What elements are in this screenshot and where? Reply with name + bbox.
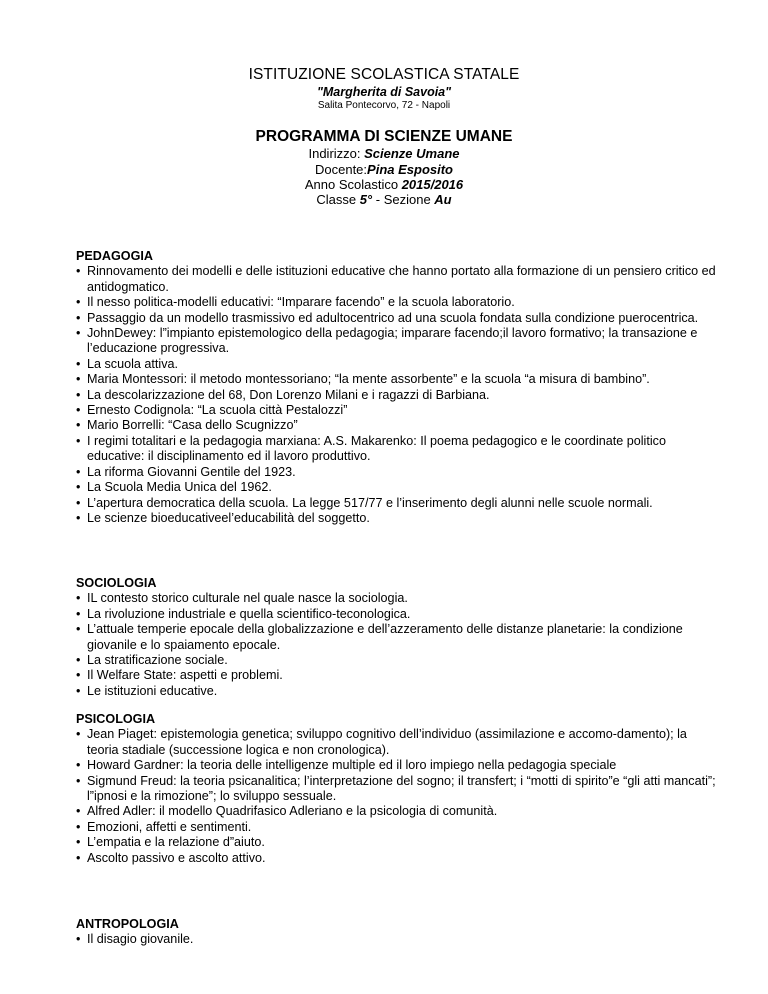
docente-label: Docente: — [314, 162, 368, 177]
bullet-icon: • — [76, 850, 81, 865]
list-item: • La rivoluzione industriale e quella scientifico-teconologica. — [76, 606, 411, 621]
list-item: • L’empatia e la relazione d”aiuto. — [76, 835, 265, 850]
list-item: • Il Welfare State: aspetti e problemi. — [76, 668, 283, 683]
list-item: • La descolarizzazione del 68, Don Lorenzo Milani e i ragazzi di Barbiana. — [76, 387, 490, 402]
list-item: • Maria Montessori: il metodo montessoriano; “la mente assorbente” e la scuola “a misura di bambino”. — [76, 372, 650, 387]
sezione-label: - Sezione — [372, 192, 435, 207]
list-item: • Le istituzioni educative. — [76, 683, 218, 698]
list-item: • I regimi totalitari e la pedagogia marxiana: A.S. Makarenko: Il poema pedagogico e le coordinate politico educative: il disciplinamento ed il lavoro produttivo. — [76, 433, 666, 464]
anno-value: 2015/2016 — [401, 177, 464, 192]
bullet-icon: • — [76, 495, 81, 510]
bullet-icon: • — [76, 310, 81, 325]
anno-label: Anno Scolastico — [304, 177, 402, 192]
list-item: • La stratificazione sociale. — [76, 653, 228, 668]
school-address: Salita Pontecorvo, 72 - Napoli — [317, 100, 451, 111]
bullet-icon: • — [76, 758, 81, 773]
bullet-icon: • — [76, 326, 81, 341]
classe-value: 5° — [359, 192, 373, 207]
section-antropologia — [76, 917, 716, 948]
anno-line — [0, 177, 768, 193]
bullet-icon: • — [76, 464, 81, 479]
bullet-icon: • — [76, 480, 81, 495]
list-item: • Alfred Adler: il modello Quadrifasico Adleriano e la psicologia di comunità. — [76, 804, 498, 819]
section-pedagogia — [76, 249, 716, 526]
bullet-icon: • — [76, 591, 81, 606]
list-item: • Ascolto passivo e ascolto attivo. — [76, 850, 266, 865]
school-name: "Margherita di Savoia" — [316, 85, 452, 99]
section-title: ANTROPOLOGIA — [76, 917, 179, 931]
list-item: • Le scienze bioeducativeel’educabilità del soggetto. — [76, 510, 370, 525]
section-title: PSICOLOGIA — [76, 712, 156, 726]
list-item: • L’attuale temperie epocale della globalizzazione e dell’azzeramento delle distanze planetarie: la condizione giovanile e lo spaiamento epocale. — [76, 622, 683, 652]
bullet-icon: • — [76, 433, 81, 448]
bullet-icon: • — [76, 372, 81, 387]
list-item: • La Scuola Media Unica del 1962. — [76, 480, 272, 495]
program-title: PROGRAMMA DI SCIENZE UMANE — [255, 128, 513, 145]
bullet-icon: • — [76, 622, 81, 637]
bullet-icon: • — [76, 510, 81, 525]
list-item: • Rinnovamento dei modelli e delle istituzioni educative che hanno portato alla formazione di un pensiero critico ed antidogmatico. — [76, 264, 716, 294]
bullet-icon: • — [76, 773, 81, 788]
section-title: PEDAGOGIA — [76, 249, 153, 263]
bullet-icon: • — [76, 835, 81, 850]
bullet-icon: • — [76, 804, 81, 819]
docente-line — [0, 162, 768, 178]
list-item: • Ernesto Codignola: “La scuola città Pestalozzi” — [76, 403, 348, 418]
bullet-icon: • — [76, 653, 81, 668]
bullet-icon: • — [76, 668, 81, 683]
indirizzo-value: Scienze Umane — [364, 146, 460, 161]
list-item: • Il disagio giovanile. — [76, 932, 194, 947]
bullet-icon: • — [76, 264, 81, 279]
classe-label: Classe — [316, 192, 360, 207]
bullet-icon: • — [76, 387, 81, 402]
list-item: • Jean Piaget: epistemologia genetica; sviluppo cognitivo dell’individuo (assimilazione e accomo-damento); la teoria stadiale (successione logica e non cronologica). — [76, 727, 687, 757]
list-item: • Emozioni, affetti e sentimenti. — [76, 819, 252, 834]
section-title: SOCIOLOGIA — [76, 576, 157, 590]
list-item: • IL contesto storico culturale nel quale nasce la sociologia. — [76, 591, 408, 606]
bullet-icon: • — [76, 819, 81, 834]
bullet-icon: • — [76, 727, 81, 742]
list-item: • La scuola attiva. — [76, 356, 179, 371]
section-list — [76, 591, 716, 699]
section-list — [76, 264, 716, 526]
sezione-value: Au — [434, 192, 452, 207]
list-item: • La riforma Giovanni Gentile del 1923. — [76, 464, 296, 479]
section-list — [76, 932, 716, 947]
indirizzo-line — [0, 146, 768, 162]
list-item: • Howard Gardner: la teoria delle intelligenze multiple ed il loro impiego nella pedagogia speciale — [76, 758, 617, 773]
indirizzo-label: Indirizzo: — [308, 146, 365, 161]
list-item: • Mario Borrelli: “Casa dello Scugnizzo” — [76, 418, 298, 433]
bullet-icon: • — [76, 295, 81, 310]
section-list — [76, 727, 716, 866]
list-item: • L’apertura democratica della scuola. La legge 517/77 e l’inserimento degli alunni nelle scuole normali. — [76, 495, 653, 510]
list-item: • JohnDewey: l”impianto epistemologico della pedagogia; imparare facendo;il lavoro formativo; la transazione e l’educazione progressiva. — [76, 326, 698, 356]
list-item: • Il nesso politica-modelli educativi: “Imparare facendo” e la scuola laboratorio. — [76, 295, 515, 310]
bullet-icon: • — [76, 418, 81, 433]
bullet-icon: • — [76, 356, 81, 371]
docente-value: Pina Esposito — [367, 162, 453, 177]
bullet-icon: • — [76, 606, 81, 621]
bullet-icon: • — [76, 932, 81, 947]
bullet-icon: • — [76, 683, 81, 698]
list-item: • Passaggio da un modello trasmissivo ed adultocentrico ad una scuola fondata sulla condizione puerocentrica. — [76, 310, 699, 325]
school-heading: ISTITUZIONE SCOLASTICA STATALE — [248, 66, 520, 83]
classe-line — [0, 192, 768, 208]
list-item: • Sigmund Freud: la teoria psicanalitica; l’interpretazione del sogno; il transfert; i “motti di spirito”e “gli atti mancati”; l”ipnosi e la rimozione”; lo sviluppo sessuale. — [76, 773, 716, 804]
section-sociologia — [76, 576, 716, 699]
section-psicologia — [76, 712, 716, 866]
bullet-icon: • — [76, 403, 81, 418]
